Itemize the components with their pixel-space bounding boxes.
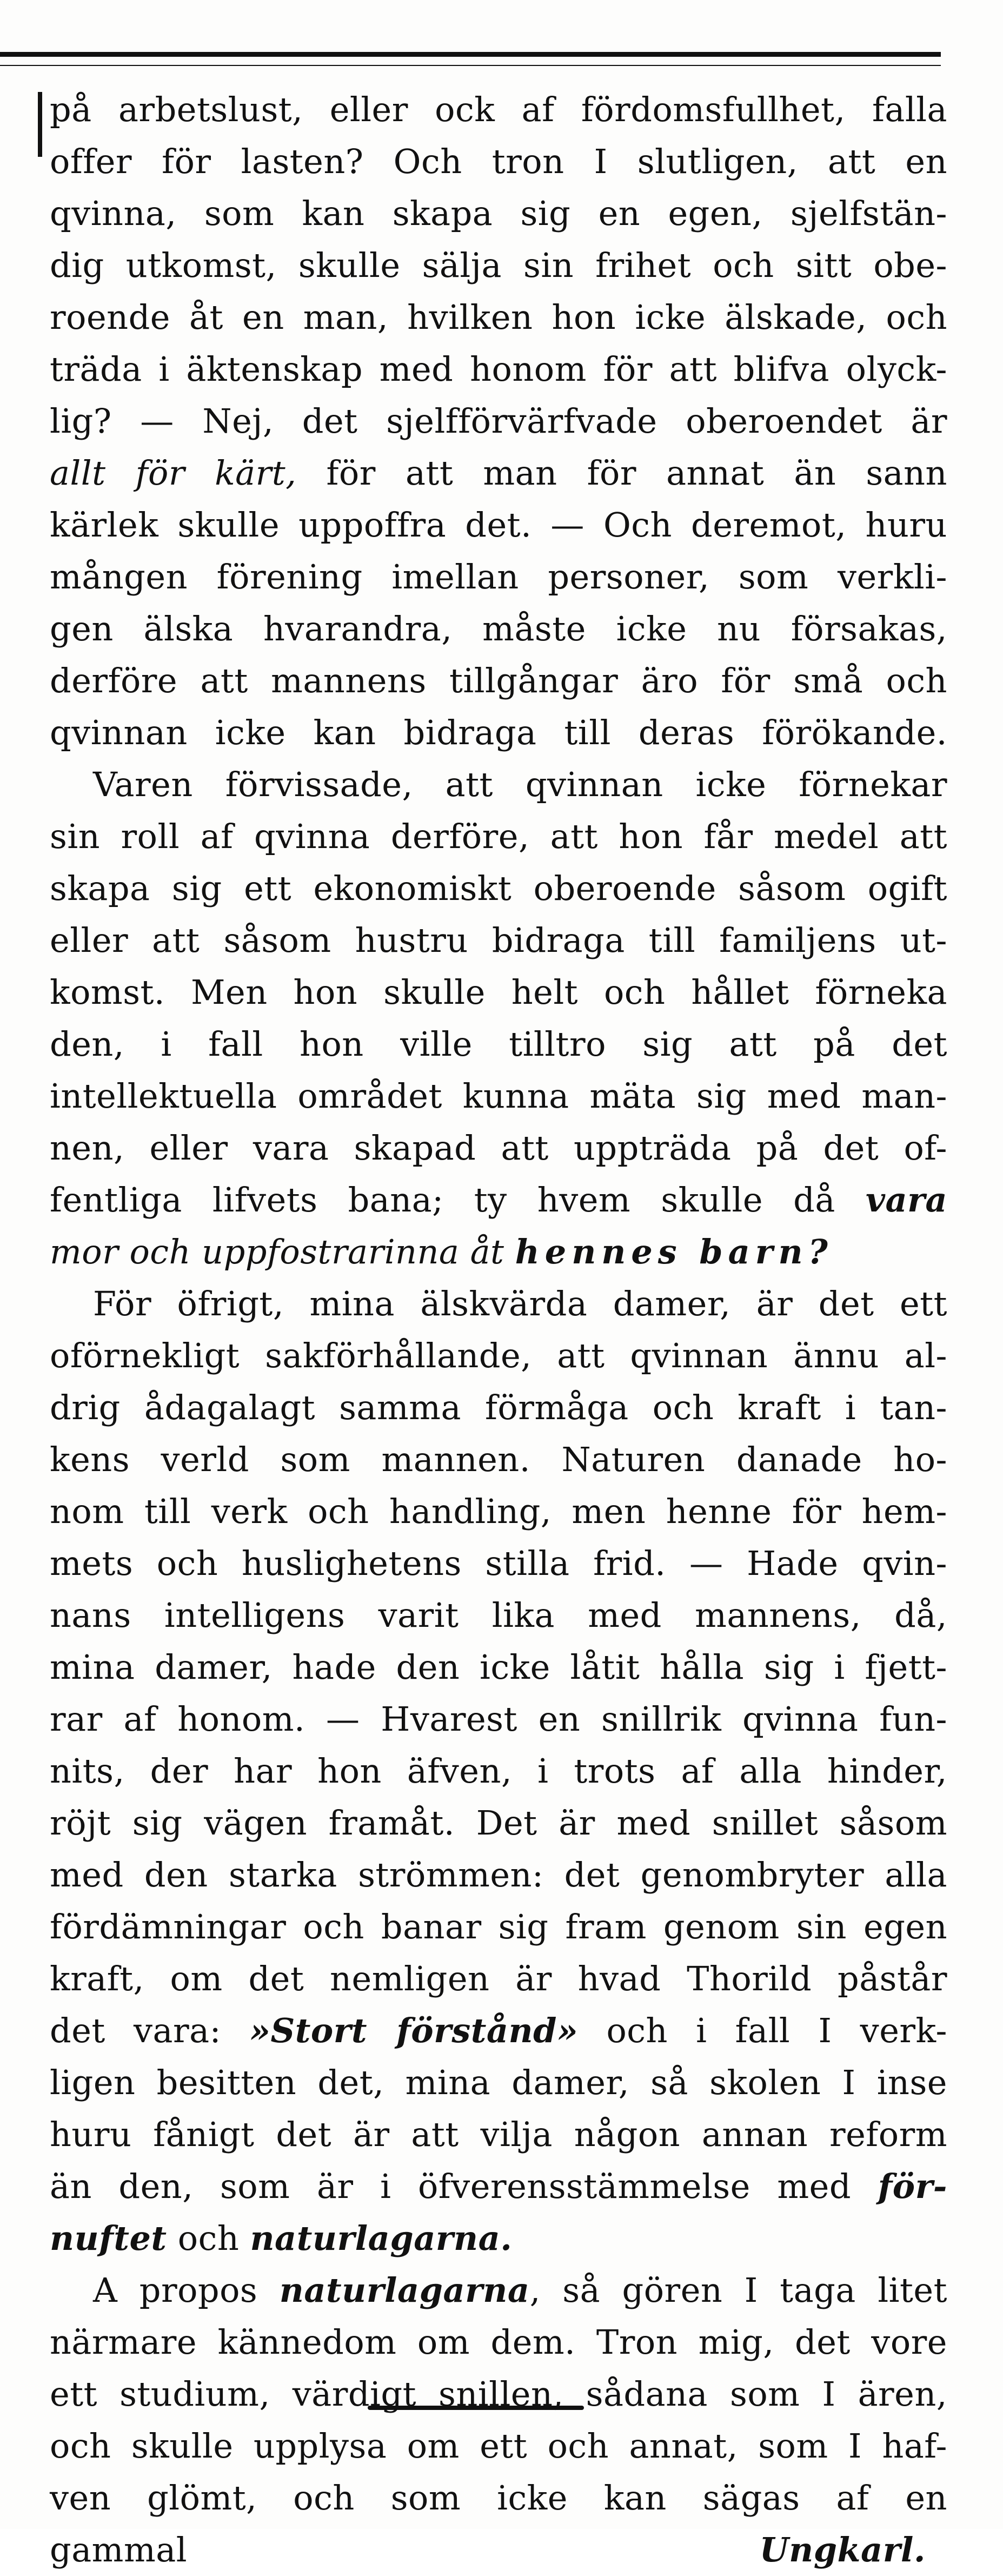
text-line: på arbetslust, eller ock af fördomsfullhet, falla <box>50 90 947 129</box>
text-line: mången förening imellan personer, som verkli- <box>50 557 947 597</box>
text-fragment: och i fall I verk- <box>606 2011 947 2050</box>
emphasis-text: naturlagarna <box>279 2270 530 2310</box>
text-line: med den starka strömmen: det genombryter alla <box>50 1855 947 1895</box>
text-line-mixed <box>50 2213 947 2264</box>
text-line: gen älska hvarandra, måste icke nu försakas, <box>50 609 947 648</box>
text-fragment: gammal <box>50 2530 188 2570</box>
emphasis-text: allt för kärt, <box>50 453 297 493</box>
text-fragment: , så gören I taga litet <box>529 2270 947 2310</box>
text-line-mixed <box>50 2005 947 2057</box>
text-line: och skulle upplysa om ett och annat, som I haf- <box>50 2426 947 2466</box>
text-line: qvinna, som kan skapa sig en egen, sjelfstän- <box>50 194 947 233</box>
emphasis-text: för- <box>878 2167 947 2206</box>
text-line: qvinnan icke kan bidraga till deras förökande. <box>50 713 947 752</box>
text-line: Varen förvissade, att qvinnan icke förnekar <box>93 765 947 804</box>
text-line: närmare kännedom om dem. Tron mig, det vore <box>50 2322 947 2362</box>
text-line: den, i fall hon ville tilltro sig att på det <box>50 1024 947 1064</box>
text-line: dig utkomst, skulle sälja sin frihet och sitt obe- <box>50 246 947 285</box>
text-line: kärlek skulle uppoffra det. — Och deremot, huru <box>50 505 947 545</box>
text-line: nans intelligens varit lika med mannens, då, <box>50 1595 947 1635</box>
end-rule <box>368 2406 584 2410</box>
emphasis-text: »Stort förstånd» <box>249 2011 579 2050</box>
text-fragment: och <box>177 2219 240 2258</box>
emphasis-text: mor och uppfostrarinna åt <box>50 1232 504 1272</box>
text-line: träda i äktenskap med honom för att blifva olyck- <box>50 349 947 389</box>
text-line: mets och huslighetens stilla frid. — Hade qvin- <box>50 1544 947 1583</box>
text-line: offer för lasten? Och tron I slutligen, att en <box>50 142 947 181</box>
text-line-mixed <box>50 2161 947 2213</box>
text-line: roende åt en man, hvilken hon icke älskade, och <box>50 297 947 337</box>
text-line: nom till verk och handling, men henne för hem- <box>50 1492 947 1531</box>
text-line: ett studium, värdigt snillen, sådana som I ären, <box>50 2374 947 2414</box>
text-fragment: det vara: <box>50 2011 221 2050</box>
text-line: derföre att mannens tillgångar äro för små och <box>50 661 947 700</box>
text-line: ven glömt, och som icke kan sägas af en <box>50 2478 947 2518</box>
text-fragment: A propos <box>93 2270 258 2310</box>
text-fragment: för att man för annat än sann <box>326 453 947 493</box>
emphasis-text: naturlagarna. <box>250 2219 513 2258</box>
text-line: nits, der har hon äfven, i trots af alla hinder, <box>50 1751 947 1791</box>
text-line: sin roll af qvinna derföre, att hon får medel att <box>50 817 947 856</box>
signature: Ungkarl. <box>759 2530 926 2570</box>
text-line: skapa sig ett ekonomiskt oberoende såsom ogift <box>50 869 947 908</box>
text-line: fördämningar och banar sig fram genom sin egen <box>50 1907 947 1946</box>
top-rule-thin <box>0 65 941 66</box>
text-line: röjt sig vägen framåt. Det är med snillet såsom <box>50 1803 947 1843</box>
text-line: eller att såsom hustru bidraga till familjens ut- <box>50 921 947 960</box>
text-line: lig? — Nej, det sjelfförvärfvade oberoendet är <box>50 401 947 441</box>
text-fragment: fentliga lifvets bana; ty hvem skulle då <box>50 1180 835 1220</box>
emphasis-text: hennes barn? <box>515 1232 833 1272</box>
text-line-mixed <box>50 447 947 499</box>
emphasis-text: vara <box>865 1180 947 1220</box>
text-line: huru fånigt det är att vilja någon annan reform <box>50 2115 947 2154</box>
text-line: drig ådagalagt samma förmåga och kraft i tan- <box>50 1388 947 1427</box>
text-line: intellektuella området kunna mäta sig med man- <box>50 1076 947 1116</box>
text-line: kens verld som mannen. Naturen danade ho- <box>50 1440 947 1479</box>
article-column <box>50 84 947 2576</box>
text-line: För öfrigt, mina älskvärda damer, är det ett <box>93 1284 947 1323</box>
text-line: nen, eller vara skapad att uppträda på det of- <box>50 1128 947 1168</box>
text-line: oförnekligt sakförhållande, att qvinnan ännu al- <box>50 1336 947 1375</box>
top-rule <box>0 52 941 57</box>
margin-bar <box>38 92 42 157</box>
emphasis-text: nuftet <box>50 2219 167 2258</box>
text-line-mixed <box>50 1174 947 1226</box>
signature-line <box>50 2524 947 2576</box>
text-line: rar af honom. — Hvarest en snillrik qvinna fun- <box>50 1699 947 1739</box>
text-line-mixed <box>50 1226 947 1278</box>
text-line: kraft, om det nemligen är hvad Thorild påstår <box>50 1959 947 1998</box>
text-line: komst. Men hon skulle helt och hållet förneka <box>50 972 947 1012</box>
text-line-mixed <box>50 2264 947 2316</box>
text-line: mina damer, hade den icke låtit hålla sig i fjett- <box>50 1647 947 1687</box>
text-fragment: än den, som är i öfverensstämmelse med <box>50 2167 852 2206</box>
text-line: ligen besitten det, mina damer, så skolen I inse <box>50 2063 947 2102</box>
